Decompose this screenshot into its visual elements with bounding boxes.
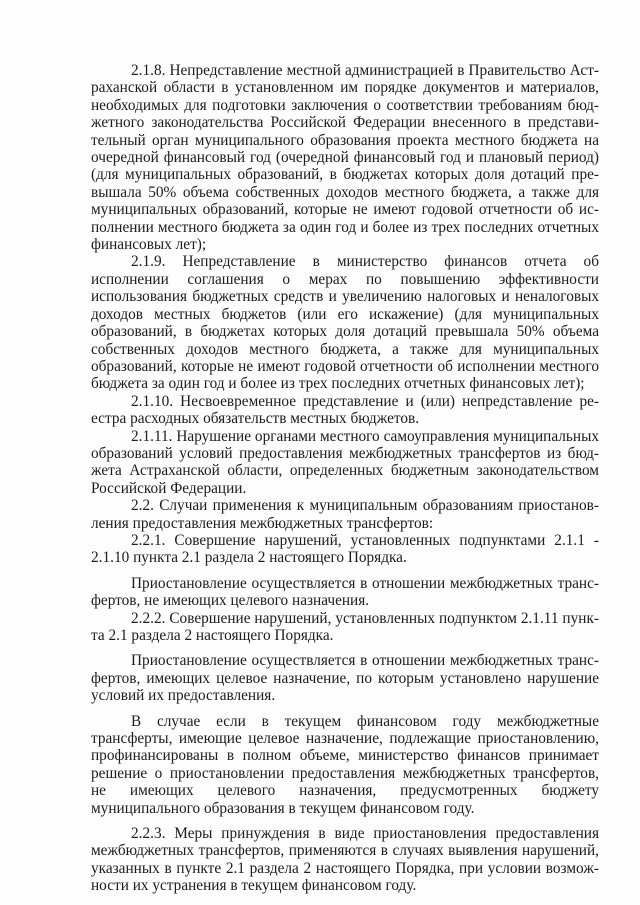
document-body — [91, 62, 599, 895]
paragraph-2-2-3: 2.2.3. Меры принуждения в виде приостановления предоставления межбюджетных трансфертов, применяются в случаях выявления нарушений, указанных в пункте 2.1 раздела 2 настоящего Порядка, при условии возможности их устранения в текущем финансовом году. — [91, 825, 599, 895]
paragraph-fully-financed-case: В случае если в текущем финансовом году межбюджетные трансферты, имеющие целевое назначение, подлежащие приостановлению, профинансированы в полном объеме, министерство финансов принимает решение о приостановлении предоставления межбюджетных трансфертов, не имеющих целевого назначения, предусмотренных бюджету муниципального образования в текущем финансовом году. — [91, 712, 599, 817]
paragraph-2-2-2: 2.2.2. Совершение нарушений, установленных подпунктом 2.1.11 пункта 2.1 раздела 2 настоящего Порядка. — [91, 609, 599, 644]
paragraph-2-1-10: 2.1.10. Несвоевременное представление и (или) непредставление реестра расходных обязательств местных бюджетов. — [91, 392, 599, 428]
paragraph-2-1-11: 2.1.11. Нарушение органами местного самоуправления муниципальных образований условий предоставления межбюджетных трансфертов из бюджета Астраханской области, определенных бюджетным законодательством Российской Федерации. — [91, 427, 599, 497]
paragraph-2-2-1: 2.2.1. Совершение нарушений, установленных подпунктами 2.1.1 - 2.1.10 пункта 2.1 раздела 2 настоящего Порядка. — [91, 531, 599, 567]
paragraph-suspension-targeted: Приостановление осуществляется в отношении межбюджетных трансфертов, имеющих целевое назначение, по которым установлено нарушение условий их предоставления. — [91, 652, 599, 705]
paragraph-2-1-9: 2.1.9. Непредставление в министерство финансов отчета об исполнении соглашения о мерах по повышению эффективности использования бюджетных средств и увеличению налоговых и неналоговых доходов местных бюджетов (или его искажение) (для муниципальных образований, в бюджетах которых доля дотаций превышала 50% объема собственных доходов местного бюджета, а также для муниципальных образований, которые не имеют годовой отчетности об исполнении местного бюджета за один год и более из трех последних отчетных финансовых лет); — [91, 253, 599, 393]
paragraph-2-2: 2.2. Случаи применения к муниципальным образованиям приостановления предоставления межбюджетных трансфертов: — [91, 497, 599, 532]
paragraph-suspension-non-targeted: Приостановление осуществляется в отношении межбюджетных трансфертов, не имеющих целевого назначения. — [91, 574, 599, 610]
paragraph-2-1-8: 2.1.8. Непредставление местной администрацией в Правительство Астраханской области в установленном им порядке документов и материалов, необходимых для подготовки заключения о соответствии требованиям бюджетного законодательства Российской Федерации внесенного в представительный орган муниципального образования проекта местного бюджета на очередной финансовый год (очередной финансовый год и плановый период) (для муниципальных образований, в бюджетах которых доля дотаций превышала 50% объема собственных доходов местного бюджета, а также для муниципальных образований, которые не имеют годовой отчетности об исполнении местного бюджета за один год и более из трех последних отчетных финансовых лет); — [91, 62, 599, 254]
